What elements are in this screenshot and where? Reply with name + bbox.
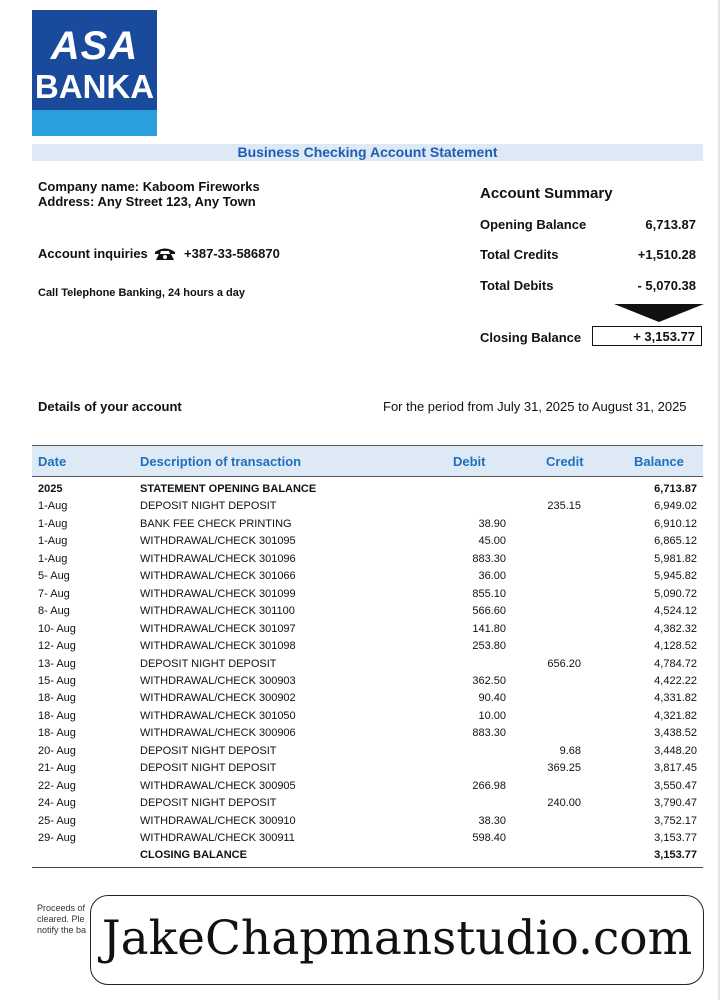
cell-debit: 10.00 bbox=[478, 709, 506, 722]
cell-description: WITHDRAWAL/CHECK 301066 bbox=[140, 570, 296, 583]
footnote-line: cleared. Ple bbox=[37, 914, 85, 924]
logo-text-asa: ASA bbox=[50, 24, 139, 68]
down-arrow-icon bbox=[614, 304, 704, 322]
cell-balance: 6,713.87 bbox=[654, 483, 697, 495]
cell-debit: 253.80 bbox=[472, 640, 506, 653]
statement-title: Business Checking Account Statement bbox=[32, 144, 703, 161]
logo-stripe bbox=[32, 110, 157, 136]
cell-date: 21- Aug bbox=[38, 762, 76, 775]
telephone-banking-note: Call Telephone Banking, 24 hours a day bbox=[38, 287, 246, 299]
table-row bbox=[32, 605, 703, 622]
cell-description: WITHDRAWAL/CHECK 300903 bbox=[140, 674, 296, 687]
cell-balance: 5,981.82 bbox=[654, 552, 697, 565]
cell-description: CLOSING BALANCE bbox=[140, 849, 247, 862]
closing-balance-value: + 3,153.77 bbox=[592, 326, 702, 346]
opening-balance-value: 6,713.87 bbox=[645, 217, 696, 232]
table-row bbox=[32, 675, 703, 692]
cell-description: DEPOSIT NIGHT DEPOSIT bbox=[140, 797, 277, 810]
cell-balance: 3,550.47 bbox=[654, 779, 697, 792]
total-credits-label: Total Credits bbox=[480, 247, 559, 262]
total-debits-value: - 5,070.38 bbox=[637, 278, 696, 293]
cell-balance: 3,752.17 bbox=[654, 814, 697, 827]
table-row bbox=[32, 640, 703, 657]
account-summary-title: Account Summary bbox=[480, 185, 613, 202]
cell-balance: 3,790.47 bbox=[654, 797, 697, 810]
total-debits-label: Total Debits bbox=[480, 278, 554, 293]
cell-description: DEPOSIT NIGHT DEPOSIT bbox=[140, 500, 277, 513]
company-name: Company name: Kaboom Fireworks bbox=[38, 179, 260, 194]
cell-debit: 38.30 bbox=[478, 814, 506, 827]
cell-balance: 4,382.32 bbox=[654, 622, 697, 635]
cell-date: 25- Aug bbox=[38, 814, 76, 827]
cell-credit: 240.00 bbox=[547, 797, 581, 810]
details-heading: Details of your account bbox=[38, 399, 182, 414]
cell-description: WITHDRAWAL/CHECK 301098 bbox=[140, 640, 296, 653]
cell-debit: 362.50 bbox=[472, 674, 506, 687]
cell-description: WITHDRAWAL/CHECK 300902 bbox=[140, 692, 296, 705]
footnote-line: notify the ba bbox=[37, 925, 87, 935]
cell-credit: 235.15 bbox=[547, 500, 581, 513]
cell-balance: 5,945.82 bbox=[654, 570, 697, 583]
cell-date: 20- Aug bbox=[38, 744, 76, 757]
table-row bbox=[32, 588, 703, 605]
cell-date: 15- Aug bbox=[38, 674, 76, 687]
cell-balance: 3,438.52 bbox=[654, 727, 697, 740]
cell-description: BANK FEE CHECK PRINTING bbox=[140, 517, 292, 530]
cell-date: 1-Aug bbox=[38, 535, 68, 548]
cell-balance: 4,128.52 bbox=[654, 640, 697, 653]
cell-balance: 3,448.20 bbox=[654, 744, 697, 757]
telephone-icon bbox=[154, 246, 176, 264]
cell-description: WITHDRAWAL/CHECK 300911 bbox=[140, 832, 295, 844]
table-row bbox=[32, 815, 703, 832]
cell-description: WITHDRAWAL/CHECK 301095 bbox=[140, 535, 296, 548]
cell-description: WITHDRAWAL/CHECK 301096 bbox=[140, 552, 296, 565]
cell-date: 8- Aug bbox=[38, 605, 70, 618]
cell-debit: 36.00 bbox=[478, 570, 506, 583]
cell-balance: 6,865.12 bbox=[654, 535, 697, 548]
col-description: Description of transaction bbox=[140, 454, 302, 469]
cell-date: 29- Aug bbox=[38, 832, 76, 844]
cell-description: WITHDRAWAL/CHECK 301050 bbox=[140, 709, 296, 722]
cell-description: DEPOSIT NIGHT DEPOSIT bbox=[140, 762, 277, 775]
cell-description: DEPOSIT NIGHT DEPOSIT bbox=[140, 657, 277, 670]
inquiries-phone: +387-33-586870 bbox=[184, 246, 280, 261]
cell-debit: 45.00 bbox=[478, 535, 506, 548]
cell-balance: 4,422.22 bbox=[654, 674, 697, 687]
cell-date: 22- Aug bbox=[38, 779, 76, 792]
cell-date: 18- Aug bbox=[38, 692, 76, 705]
cell-date: 13- Aug bbox=[38, 657, 76, 670]
table-row bbox=[32, 535, 703, 552]
cell-credit: 656.20 bbox=[547, 657, 581, 670]
cell-debit: 883.30 bbox=[472, 552, 506, 565]
cell-date: 24- Aug bbox=[38, 797, 76, 810]
cell-description: DEPOSIT NIGHT DEPOSIT bbox=[140, 744, 277, 757]
closing-balance-label: Closing Balance bbox=[480, 330, 582, 345]
cell-balance: 4,321.82 bbox=[654, 709, 697, 722]
cell-credit: 369.25 bbox=[547, 762, 581, 775]
cell-debit: 266.98 bbox=[472, 779, 506, 792]
company-address: Address: Any Street 123, Any Town bbox=[38, 194, 256, 209]
cell-description: WITHDRAWAL/CHECK 301099 bbox=[140, 587, 296, 600]
cell-debit: 855.10 bbox=[472, 587, 506, 600]
cell-debit: 883.30 bbox=[472, 727, 506, 740]
table-row bbox=[32, 745, 703, 762]
cell-debit: 598.40 bbox=[472, 832, 506, 844]
cell-debit: 141.80 bbox=[472, 622, 506, 635]
table-row bbox=[32, 500, 703, 517]
transactions-table-header bbox=[32, 445, 703, 477]
statement-period: For the period from July 31, 2025 to August 31, 2025 bbox=[383, 399, 687, 414]
cell-date: 1-Aug bbox=[38, 517, 68, 530]
cell-description: WITHDRAWAL/CHECK 300906 bbox=[140, 727, 296, 740]
table-row bbox=[32, 553, 703, 570]
cell-balance: 4,524.12 bbox=[654, 605, 697, 618]
table-row bbox=[32, 797, 703, 814]
cell-credit: 9.68 bbox=[559, 744, 581, 757]
col-balance: Balance bbox=[634, 454, 684, 469]
inquiries-label: Account inquiries bbox=[38, 246, 148, 261]
table-bottom-rule bbox=[32, 867, 703, 868]
cell-date: 1-Aug bbox=[38, 500, 68, 513]
account-inquiries bbox=[38, 246, 280, 264]
cell-balance: 3,153.77 bbox=[654, 832, 697, 844]
cell-date: 7- Aug bbox=[38, 587, 70, 600]
cell-date: 10- Aug bbox=[38, 622, 76, 635]
table-row bbox=[32, 780, 703, 797]
table-row bbox=[32, 849, 703, 866]
watermark-banner: JakeChapmanstudio.com bbox=[90, 895, 704, 985]
logo-text-banka: BANKA bbox=[34, 68, 155, 105]
cell-date: 18- Aug bbox=[38, 709, 76, 722]
cell-balance: 6,949.02 bbox=[654, 500, 697, 513]
cell-description: WITHDRAWAL/CHECK 301097 bbox=[140, 622, 296, 635]
table-row bbox=[32, 483, 703, 500]
table-row bbox=[32, 762, 703, 779]
cell-balance: 4,331.82 bbox=[654, 692, 697, 705]
cell-description: WITHDRAWAL/CHECK 300910 bbox=[140, 814, 296, 827]
cell-balance: 3,153.77 bbox=[654, 849, 697, 862]
cell-balance: 6,910.12 bbox=[654, 517, 697, 530]
cell-debit: 566.60 bbox=[472, 605, 506, 618]
table-row bbox=[32, 570, 703, 587]
table-row bbox=[32, 727, 703, 744]
opening-balance-label: Opening Balance bbox=[480, 217, 587, 232]
table-row bbox=[32, 658, 703, 675]
cell-debit: 38.90 bbox=[478, 517, 506, 530]
cell-description: WITHDRAWAL/CHECK 301100 bbox=[140, 605, 295, 618]
bank-logo bbox=[32, 10, 157, 136]
cell-description: WITHDRAWAL/CHECK 300905 bbox=[140, 779, 296, 792]
table-row bbox=[32, 623, 703, 640]
cell-date: 18- Aug bbox=[38, 727, 76, 740]
cell-balance: 5,090.72 bbox=[654, 587, 697, 600]
cell-date: 2025 bbox=[38, 483, 63, 495]
cell-description: STATEMENT OPENING BALANCE bbox=[140, 483, 317, 495]
cell-date: 1-Aug bbox=[38, 552, 68, 565]
table-row bbox=[32, 518, 703, 535]
table-row bbox=[32, 692, 703, 709]
cell-date: 5- Aug bbox=[38, 570, 70, 583]
cell-balance: 4,784.72 bbox=[654, 657, 697, 670]
cell-debit: 90.40 bbox=[478, 692, 506, 705]
cell-balance: 3,817.45 bbox=[654, 762, 697, 775]
table-row bbox=[32, 710, 703, 727]
footnote-text bbox=[37, 903, 97, 936]
col-date: Date bbox=[38, 454, 67, 469]
cell-date: 12- Aug bbox=[38, 640, 76, 653]
footnote-line: Proceeds of bbox=[37, 903, 86, 913]
col-debit: Debit bbox=[453, 454, 486, 469]
total-credits-value: +1,510.28 bbox=[637, 247, 696, 262]
col-credit: Credit bbox=[546, 454, 584, 469]
table-row bbox=[32, 832, 703, 849]
